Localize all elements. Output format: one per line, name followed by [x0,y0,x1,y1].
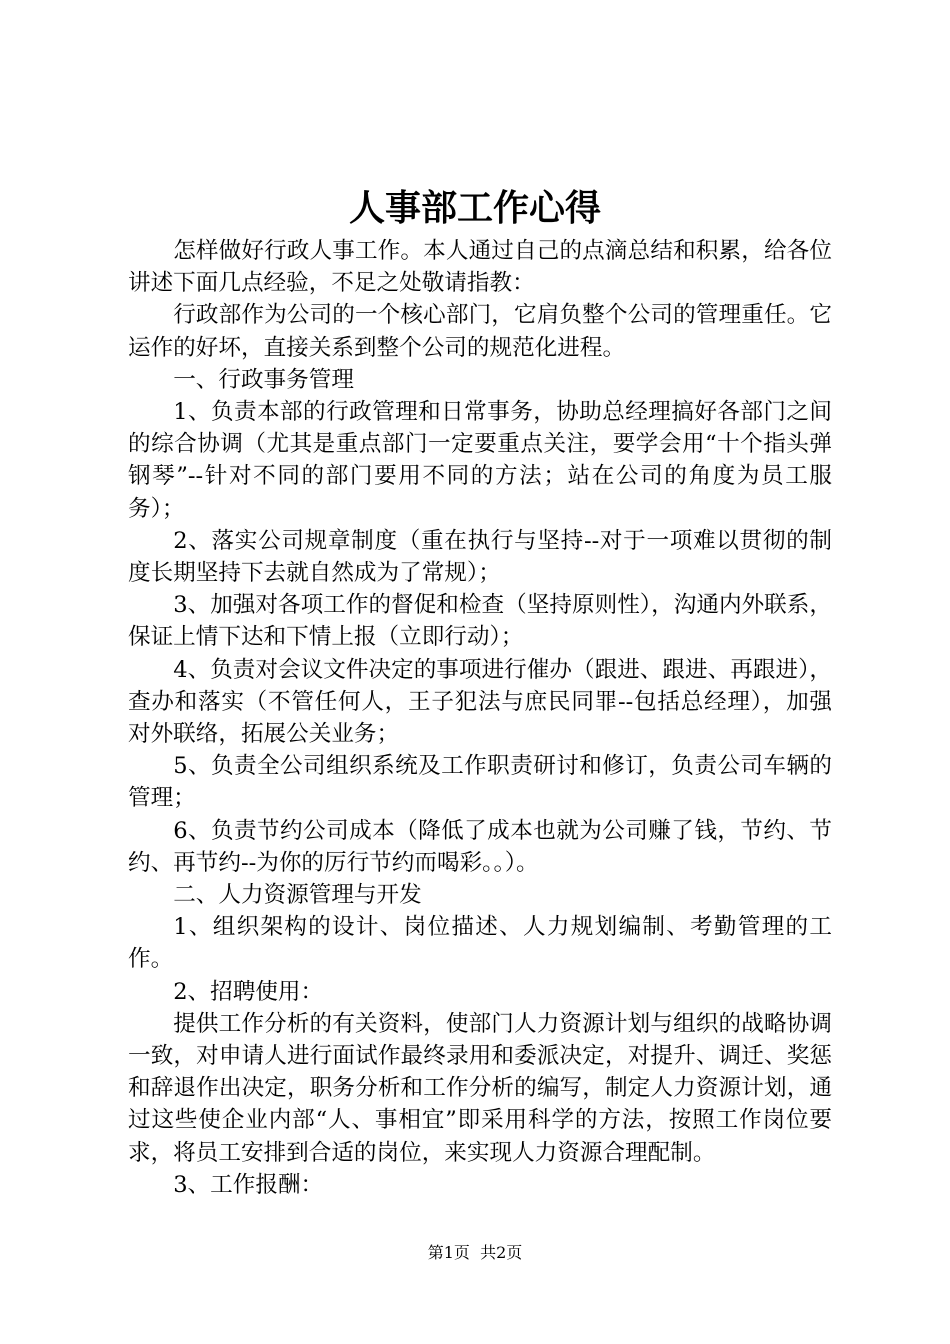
paragraph: 3、加强对各项工作的督促和检查（坚持原则性），沟通内外联系，保证上情下达和下情上报（立即行动）； [128,592,832,651]
paragraph: 3、工作报酬： [173,1171,324,1198]
paragraph: 1、负责本部的行政管理和日常事务，协助总经理搞好各部门之间的综合协调（尤其是重点部门一定要重点关注，要学会用“十个指头弹钢琴”--针对不同的部门要用不同的方法；站在公司的角度为员工服务）； [128,399,832,522]
footer-separator [470,1243,480,1262]
page-number: 第1页 [427,1243,470,1262]
section-heading: 一、行政事务管理 [173,366,354,393]
paragraph: 5、负责全公司组织系统及工作职责研讨和修订，负责公司车辆的管理； [128,753,832,812]
paragraph: 提供工作分析的有关资料，使部门人力资源计划与组织的战略协调一致，对申请人进行面试作最终录用和委派决定，对提升、调迁、奖惩和辞退作出决定，职务分析和工作分析的编写，制定人力资源计划，通过这些使企业内部“人、事相宜”即采用科学的方法，按照工作岗位要求，将员工安排到合适的岗位，来实现人力资源合理配制。 [128,1010,832,1166]
paragraph: 6、负责节约公司成本（降低了成本也就为公司赚了钱，节约、节约、再节约--为你的厉行节约而喝彩。。）。 [128,817,832,876]
paragraph: 怎样做好行政人事工作。本人通过自己的点滴总结和积累，给各位讲述下面几点经验，不足之处敬请指教： [128,238,832,297]
document-body [128,235,832,1201]
paragraph: 行政部作为公司的一个核心部门，它肩负整个公司的管理重任。它运作的好坏，直接关系到整个公司的规范化进程。 [128,302,832,361]
paragraph: 4、负责对会议文件决定的事项进行催办（跟进、跟进、再跟进），查办和落实（不管任何人，王子犯法与庶民同罪--包括总经理），加强对外联络，拓展公关业务； [128,656,832,748]
paragraph: 2、落实公司规章制度（重在执行与坚持--对于一项难以贯彻的制度长期坚持下去就自然成为了常规）； [128,527,832,587]
section-heading: 二、人力资源管理与开发 [173,882,422,909]
paragraph: 1、组织架构的设计、岗位描述、人力规划编制、考勤管理的工作。 [128,914,832,973]
page-total: 共2页 [480,1243,523,1262]
paragraph: 2、招聘使用： [173,978,324,1005]
page-footer [0,1242,950,1264]
document-title: 人事部工作心得 [348,187,601,229]
